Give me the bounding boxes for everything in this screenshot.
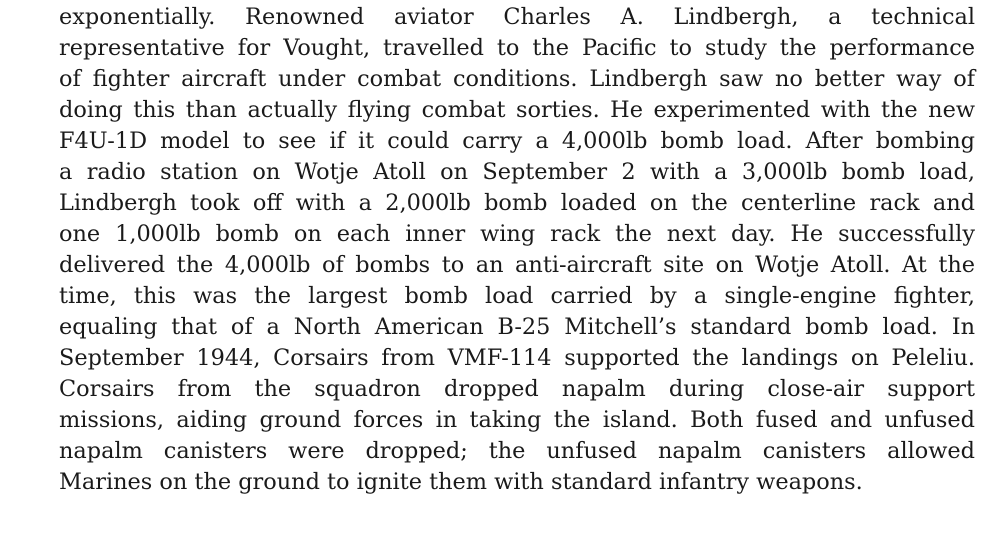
text-line: Marines on the ground to ignite them with standard infantry weapons. xyxy=(59,469,863,495)
text-line: exponentially. Renowned aviator Charles A. Lindbergh, a technical xyxy=(59,4,975,30)
text-line: doing this than actually flying combat sorties. He experimented with the new xyxy=(59,97,975,123)
text-line: equaling that of a North American B-25 Mitchell’s standard bomb load. In xyxy=(59,314,975,340)
text-line: F4U-1D model to see if it could carry a 4,000lb bomb load. After bombing xyxy=(59,128,975,154)
text-line: one 1,000lb bomb on each inner wing rack the next day. He successfully xyxy=(59,221,975,247)
text-line: Lindbergh took off with a 2,000lb bomb loaded on the centerline rack and xyxy=(59,190,975,216)
text-line: September 1944, Corsairs from VMF-114 supported the landings on Peleliu. xyxy=(59,345,975,371)
text-line: a radio station on Wotje Atoll on September 2 with a 3,000lb bomb load, xyxy=(59,159,975,185)
text-line: representative for Vought, travelled to the Pacific to study the performance xyxy=(59,35,975,61)
text-line: Corsairs from the squadron dropped napalm during close-air support xyxy=(59,376,975,402)
text-line: missions, aiding ground forces in taking the island. Both fused and unfused xyxy=(59,407,975,433)
text-line: of fighter aircraft under combat conditions. Lindbergh saw no better way of xyxy=(59,66,975,92)
text-line: delivered the 4,000lb of bombs to an anti-aircraft site on Wotje Atoll. At the xyxy=(59,252,975,278)
text-line: time, this was the largest bomb load carried by a single-engine fighter, xyxy=(59,283,975,309)
body-paragraph xyxy=(59,2,975,498)
text-line: napalm canisters were dropped; the unfused napalm canisters allowed xyxy=(59,438,975,464)
